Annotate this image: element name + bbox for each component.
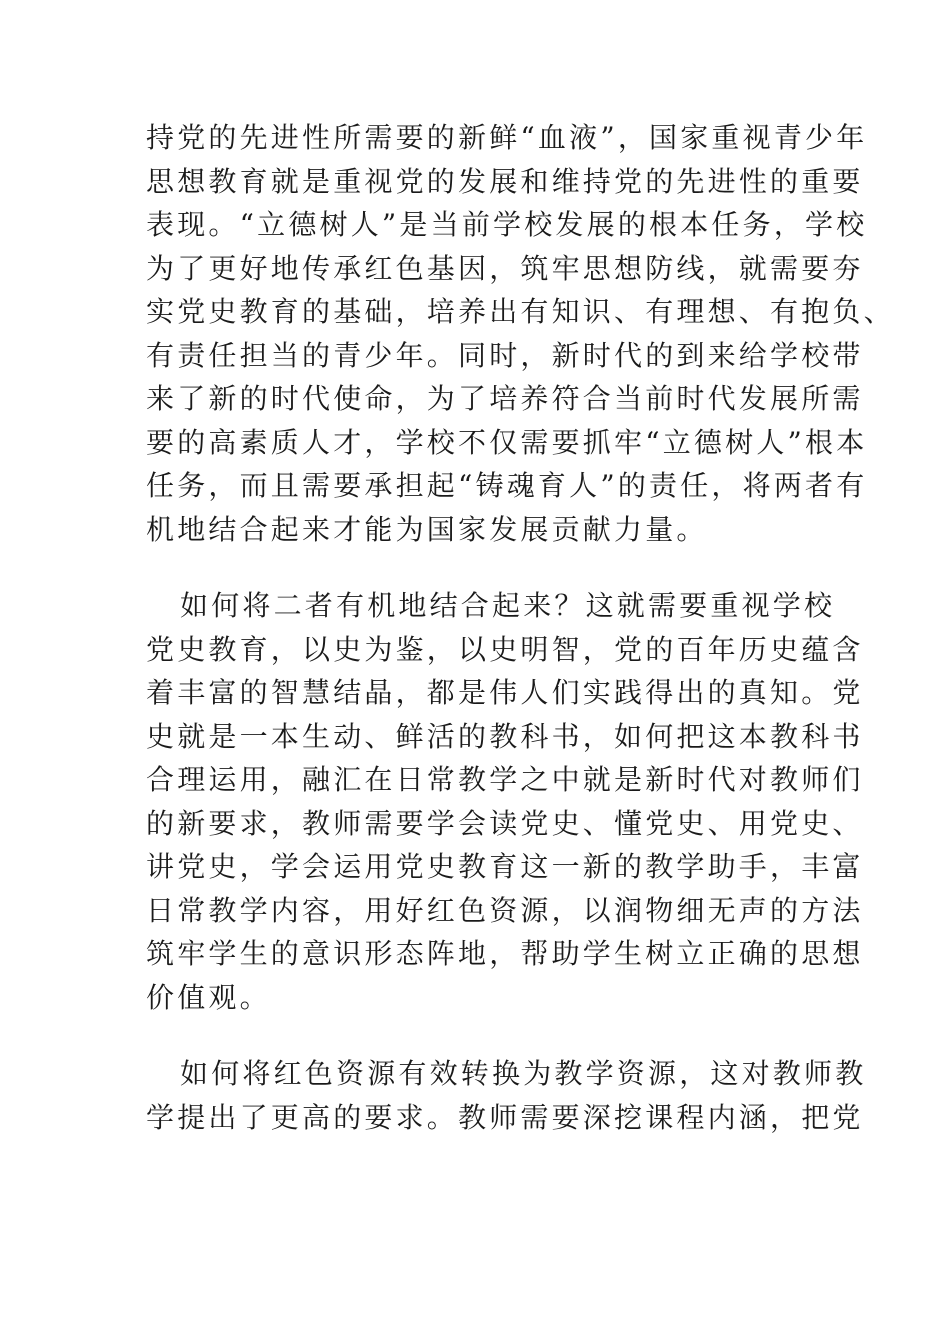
text-line: 如何将二者有机地结合起来？这就需要重视学校	[180, 589, 836, 622]
text-line: 日常教学内容，用好红色资源，以润物细无声的方法	[146, 893, 864, 927]
text-line: 史就是一本生动、鲜活的教科书，如何把这本教科书	[146, 719, 864, 753]
text-line: 有责任担当的青少年。同时，新时代的到来给学校带	[146, 338, 864, 372]
paragraph-1	[146, 116, 895, 551]
text-line: 价值观。	[146, 980, 271, 1014]
text-line: 党史教育，以史为鉴，以史明智，党的百年历史蕴含	[146, 632, 864, 666]
text-line: 讲党史，学会运用党史教育这一新的教学助手，丰富	[146, 850, 864, 883]
text-line: 着丰富的智慧结晶，都是伟人们实践得出的真知。党	[146, 676, 864, 709]
text-line: 持党的先进性所需要的新鲜“血液”，国家重视青少年	[146, 121, 868, 154]
text-line: 任务，而且需要承担起“铸魂育人”的责任，将两者有	[146, 469, 868, 502]
text-line: 筑牢学生的意识形态阵地，帮助学生树立正确的思想	[146, 937, 864, 970]
text-line: 要的高素质人才，学校不仅需要抓牢“立德树人”根本	[146, 425, 868, 459]
text-line: 思想教育就是重视党的发展和维持党的先进性的重要	[146, 164, 864, 198]
text-line: 机地结合起来才能为国家发展贡献力量。	[146, 512, 708, 546]
text-line: 为了更好地传承红色基因，筑牢思想防线，就需要夯	[146, 251, 864, 285]
text-line: 实党史教育的基础，培养出有知识、有理想、有抱负、	[146, 295, 895, 328]
text-line: 如何将红色资源有效转换为教学资源，这对教师教	[180, 1057, 867, 1090]
paragraph-2	[146, 584, 864, 1019]
text-line: 表现。“立德树人”是当前学校发展的根本任务，学校	[146, 208, 868, 241]
text-line: 学提出了更高的要求。教师需要深挖课程内涵，把党	[146, 1100, 864, 1134]
text-line: 合理运用，融汇在日常教学之中就是新时代对教师们	[146, 763, 864, 796]
text-line: 的新要求，教师需要学会读党史、懂党史、用党史、	[146, 806, 864, 840]
text-line: 来了新的时代使命，为了培养符合当前时代发展所需	[146, 382, 864, 415]
paragraph-3	[146, 1052, 867, 1139]
